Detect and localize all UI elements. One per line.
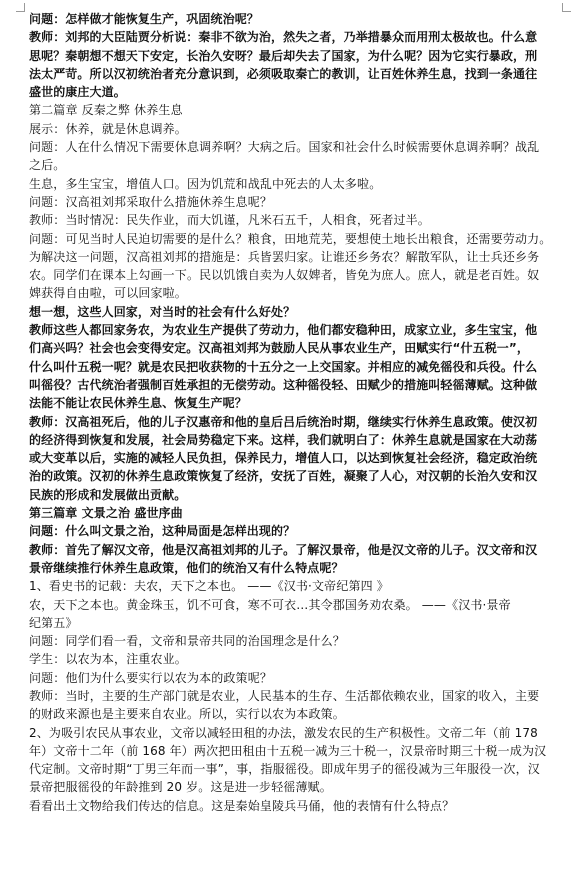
text-line: 问题：怎样做才能恢复生产，巩固统治呢？ bbox=[29, 12, 259, 26]
text-line: 教师：当时情况：民失作业，而大饥谨，凡米石五千，人相食，死者过半。 bbox=[29, 213, 430, 228]
text-line: 教师：当时，主要的生产部门就是农业，人民基本的生存、生活都依赖农业，国家的收入，主要 bbox=[29, 688, 540, 703]
text-line: 什么叫什五税一呢？就是农民把收获物的十五分之一上交国家。并相应的减免徭役和兵役。什么 bbox=[29, 359, 538, 374]
text-line: 的经济得到恢复和发展，社会局势稳定下来。这样，我们就明白了：休养生息就是国家在大动荡 bbox=[29, 432, 538, 447]
text-line: 想一想，这些人回家，对当时的社会有什么好处？ bbox=[29, 304, 296, 319]
text-line: 教师：汉高祖死后，他的儿子汉惠帝和他的皇后吕后统治时期，继续实行休养生息政策。使汉初 bbox=[29, 414, 538, 429]
text-line: 1、看史书的记载：夫农，天下之本也。 ——《汉书·文帝纪第四 》 bbox=[29, 579, 389, 594]
text-line: 为解决这一问题，汉高祖刘邦的措施是：兵皆罢归家。让谁还乡务农？解散军队，让士兵还乡务 bbox=[29, 249, 540, 264]
text-line: 教师：刘邦的大臣陆贾分析说：秦非不欲为治，然失之者，乃举措暴众而用刑太极故也。什么意 bbox=[29, 30, 538, 45]
text-line: 问题：什么叫文景之治，这种局面是怎样出现的？ bbox=[29, 524, 296, 539]
text-line: 问题：他们为什么要实行以农为本的政策呢？ bbox=[29, 670, 273, 685]
text-line: 问题：可见当时人民迫切需要的是什么？粮食，田地荒芜，要想使土地长出粮食，还需要劳动力。 bbox=[29, 231, 552, 246]
text-line: 景帝继续推行休养生息政策，他们的统治又有什么特点呢？ bbox=[29, 560, 344, 575]
text-line: 农，天下之本也。黄金珠玉，饥不可食，寒不可衣…其令郡国务劝农桑。 ——《汉书·景帝 bbox=[29, 597, 511, 612]
text-line: 之后。 bbox=[29, 158, 66, 173]
text-line: 叫徭役？古代统治者强制百姓承担的无偿劳动。这种徭役轻、田赋少的措施叫轻徭薄赋。这种做 bbox=[29, 377, 538, 392]
text-line: 们高兴吗？社会也会变得安定。汉高祖刘邦为鼓励人民从事农业生产，田赋实行“什五税一”， bbox=[29, 341, 529, 356]
text-line: 第三篇章 文景之治 盛世序曲 bbox=[29, 506, 183, 521]
text-line: 看看出土文物给我们传达的信息。这是秦始皇陵兵马俑，他的表情有什么特点？ bbox=[29, 798, 455, 813]
text-line: 或大变革以后，实施的减轻人民负担，保养民力，增值人口，以达到恢复社会经济，稳定政治统 bbox=[29, 451, 538, 466]
text-line: 盛世的康庄大道。 bbox=[29, 85, 126, 100]
text-line: 问题：同学们看一看，文帝和景帝共同的治国理念是什么？ bbox=[29, 634, 345, 649]
margin-corner-mark-left bbox=[16, 3, 25, 12]
document-body bbox=[29, 10, 557, 815]
text-line: 思呢？秦朝想不想天下安定，长治久安呀？最后却失去了国家，为什么呢？因为它实行暴政，刑 bbox=[29, 48, 538, 63]
text-line: 纪第五》 bbox=[29, 615, 78, 630]
text-line: 年）文帝十二年（前 168 年）两次把田租由十五税一减为三十税一，汉景帝时期三十税一成为汉 bbox=[29, 743, 547, 758]
text-line: 婢获得自由啦，可以回家啦。 bbox=[29, 286, 187, 301]
text-line: 教师：首先了解汉文帝，他是汉高祖刘邦的儿子。了解汉景帝，他是汉文帝的儿子。汉文帝和汉 bbox=[29, 542, 538, 557]
text-line: 治的政策。汉初的休养生息政策恢复了经济，安抚了百姓，凝聚了人心，对汉朝的长治久安和汉 bbox=[29, 469, 538, 484]
text-line: 的财政来源也是主要来自农业。所以，实行以农为本政策。 bbox=[29, 707, 345, 722]
text-line: 生息，多生宝宝，增值人口。因为饥荒和战乱中死去的人太多啦。 bbox=[29, 176, 382, 191]
text-line: 景帝把服徭役的年龄推到 20 岁。这是进一步轻徭薄赋。 bbox=[29, 780, 332, 795]
text-line: 农。同学们在课本上勾画一下。民以饥饿自卖为人奴婢者，皆免为庶人。庶人，就是老百姓。奴 bbox=[29, 268, 540, 283]
text-line: 学生：以农为本，注重农业。 bbox=[29, 652, 187, 667]
text-line: 民族的形成和发展做出贡献。 bbox=[29, 487, 187, 502]
text-line: 2、为吸引农民从事农业，文帝以减轻田租的办法，激发农民的生产积极性。文帝二年（前 178 bbox=[29, 725, 538, 740]
text-line: 代定制。文帝时期“丁男三年而一事”，事，指服徭役。即成年男子的徭役减为三年服役一次，汉 bbox=[29, 762, 540, 777]
text-line: 法太严苛。所以汉初统治者充分意识到，必须吸取秦亡的教训，让百姓休养生息，找到一条通往 bbox=[29, 66, 538, 81]
text-line: 问题：人在什么情况下需要休息调养啊？大病之后。国家和社会什么时候需要休息调养啊？战乱 bbox=[29, 140, 540, 155]
text-line: 第二篇章 反秦之弊 休养生息 bbox=[29, 103, 183, 118]
text-line: 展示：休养，就是休息调养。 bbox=[29, 121, 187, 136]
text-line: 问题：汉高祖刘邦采取什么措施休养生息呢？ bbox=[29, 194, 273, 209]
margin-corner-mark-right bbox=[562, 3, 571, 12]
text-line: 教师这些人都回家务农，为农业生产提供了劳动力，他们都安稳种田，成家立业，多生宝宝，他 bbox=[29, 323, 538, 338]
text-line: 法能不能让农民休养生息、恢复生产呢？ bbox=[29, 396, 247, 411]
